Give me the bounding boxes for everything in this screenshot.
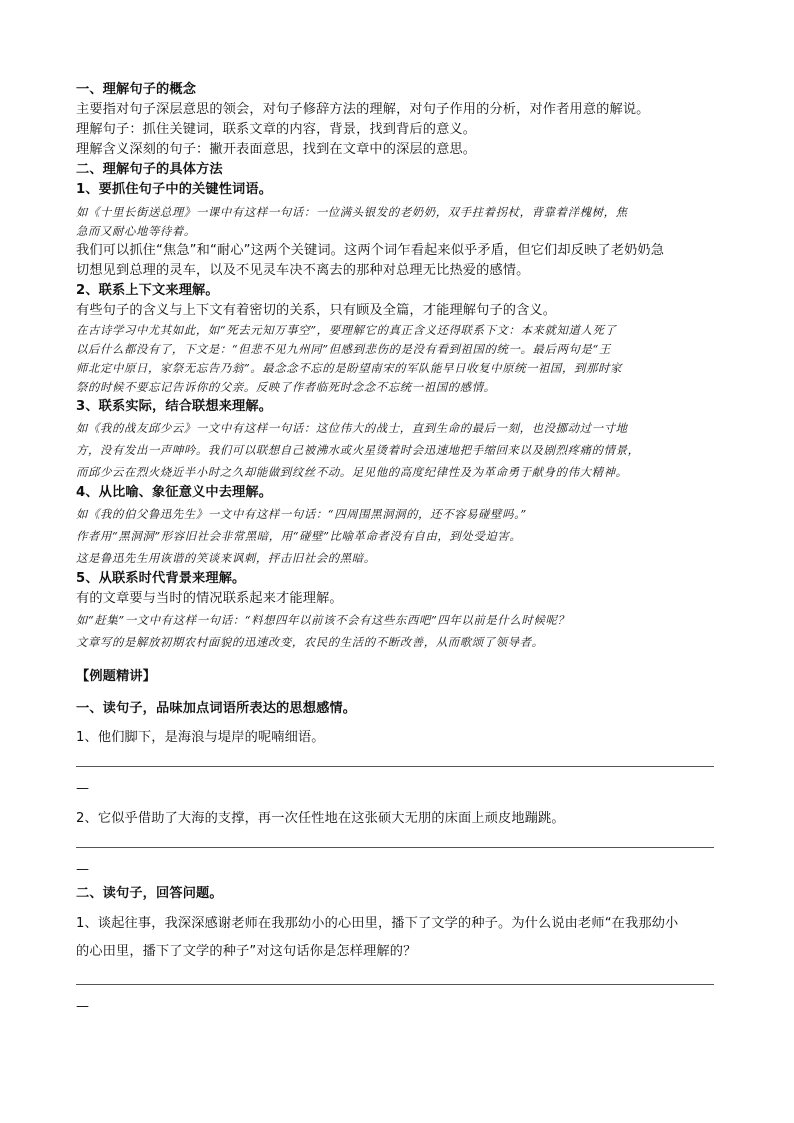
method-5-example-line-1: 如“赶集”一文中有这样一句话：“料想四年以前该不会有这些东西吧”四年以前是什么时候呢？ bbox=[76, 613, 570, 627]
section-1-line-1: 理解句子：抓住关键词，联系文章的内容，背景，找到背后的意义。 bbox=[76, 122, 477, 137]
method-4-example-line-1: 如《我的伯父鲁迅先生》一文中有这样一句话：“四周围黑洞洞的，还不容易碰壁吗。” bbox=[76, 507, 527, 521]
method-2-example-line-2: 以后什么都没有了，下文是：“但悲不见九州同”但感到悲伤的是没有看到祖国的统一。最后两句是“王 bbox=[76, 342, 611, 356]
question-1-item-1: 1、他们脚下，是海浪与堤岸的呢喃细语。 bbox=[76, 730, 325, 745]
question-1-title: 一、读句子，品味加点词语所表达的思想感情。 bbox=[76, 701, 357, 716]
method-5-paragraph: 有的文章要与当时的情况联系起来才能理解。 bbox=[76, 591, 343, 606]
method-4-title: 4、从比喻、象征意义中去理解。 bbox=[76, 485, 273, 500]
method-1-paragraph-line-1: 我们可以抓住“焦急”和“耐心”这两个关键词。这两个词乍看起来似乎矛盾，但它们却反映了老奶奶急 bbox=[76, 243, 665, 258]
question-2-item-1-line-1: 1、谈起往事，我深深感谢老师在我那幼小的心田里，播下了文学的种子。为什么说由老师“在我那幼小 bbox=[76, 916, 679, 931]
answer-line bbox=[76, 766, 714, 767]
examples-header: 【例题精讲】 bbox=[76, 669, 157, 684]
method-3-example-line-2: 方，没有发出一声呻吟。我们可以联想自己被沸水或火星烫着时会迅速地把手缩回来以及剧烈疼痛的情景， bbox=[76, 443, 640, 457]
answer-line bbox=[76, 984, 714, 985]
section-1-line-2: 理解含义深刻的句子：撇开表面意思，找到在文章中的深层的意思。 bbox=[76, 142, 477, 157]
answer-dash: — bbox=[76, 862, 89, 877]
question-1-item-2: 2、它似乎借助了大海的支撑，再一次任性地在这张硕大无朋的床面上顽皮地蹦跳。 bbox=[76, 811, 565, 826]
question-2-title: 二、读句子，回答问题。 bbox=[76, 886, 223, 901]
method-2-example-line-3: 师北定中原日，家祭无忘告乃翁”。最念念不忘的是盼望南宋的军队能早日收复中原统一祖国，到那时家 bbox=[76, 361, 623, 375]
method-4-example-line-2: 作者用“黑洞洞”形容旧社会非常黑暗，用“碰壁”比喻革命者没有自由，到处受迫害。 bbox=[76, 529, 522, 543]
method-2-paragraph: 有些句子的含义与上下文有着密切的关系，只有顾及全篇，才能理解句子的含义。 bbox=[76, 303, 557, 318]
method-2-title: 2、联系上下文来理解。 bbox=[76, 283, 219, 298]
method-2-example-line-4: 祭的时候不要忘记告诉你的父亲。反映了作者临死时念念不忘统一祖国的感情。 bbox=[76, 380, 496, 394]
question-2-item-1-line-2: 的心田里，播下了文学的种子”对这句话你是怎样理解的？ bbox=[76, 944, 417, 959]
method-3-example-line-3: 而邱少云在烈火烧近半小时之久却能做到纹丝不动。足见他的高度纪律性及为革命勇于献身的伟大精神。 bbox=[76, 465, 628, 479]
method-3-title: 3、联系实际，结合联想来理解。 bbox=[76, 399, 273, 414]
method-3-example-line-1: 如《我的战友邱少云》一文中有这样一句话：这位伟大的战士，直到生命的最后一刻，也没挪动过一寸地 bbox=[76, 421, 628, 435]
method-4-example-line-3: 这是鲁迅先生用诙谐的笑谈来讽刺，抨击旧社会的黑暗。 bbox=[76, 551, 376, 565]
section-1-title: 一、理解句子的概念 bbox=[76, 82, 197, 97]
document-page bbox=[76, 76, 716, 1015]
method-2-example-line-1: 在古诗学习中尤其如此，如“死去元知万事空”，要理解它的真正含义还得联系下文：本来就知道人死了 bbox=[76, 323, 617, 337]
answer-dash: — bbox=[76, 781, 89, 796]
answer-line bbox=[76, 847, 714, 848]
answer-dash: — bbox=[76, 999, 89, 1014]
method-1-example-line-1: 如《十里长街送总理》一课中有这样一句话：一位满头银发的老奶奶，双手拄着拐杖，背靠着洋槐树，焦 bbox=[76, 205, 628, 219]
method-1-paragraph-line-2: 切想见到总理的灵车，以及不见灵车决不离去的那种对总理无比热爱的感情。 bbox=[76, 263, 530, 278]
section-1-definition: 主要指对句子深层意思的领会，对句子修辞方法的理解，对句子作用的分析，对作者用意的解说。 bbox=[76, 102, 650, 117]
section-2-title: 二、理解句子的具体方法 bbox=[76, 162, 223, 177]
method-1-example-line-2: 急而又耐心地等待着。 bbox=[76, 224, 196, 238]
method-5-title: 5、从联系时代背景来理解。 bbox=[76, 571, 246, 586]
method-5-example-line-2: 文章写的是解放初期农村面貌的迅速改变，农民的生活的不断改善，从而歌颂了领导者。 bbox=[76, 635, 544, 649]
method-1-title: 1、要抓住句子中的关键性词语。 bbox=[76, 182, 273, 197]
